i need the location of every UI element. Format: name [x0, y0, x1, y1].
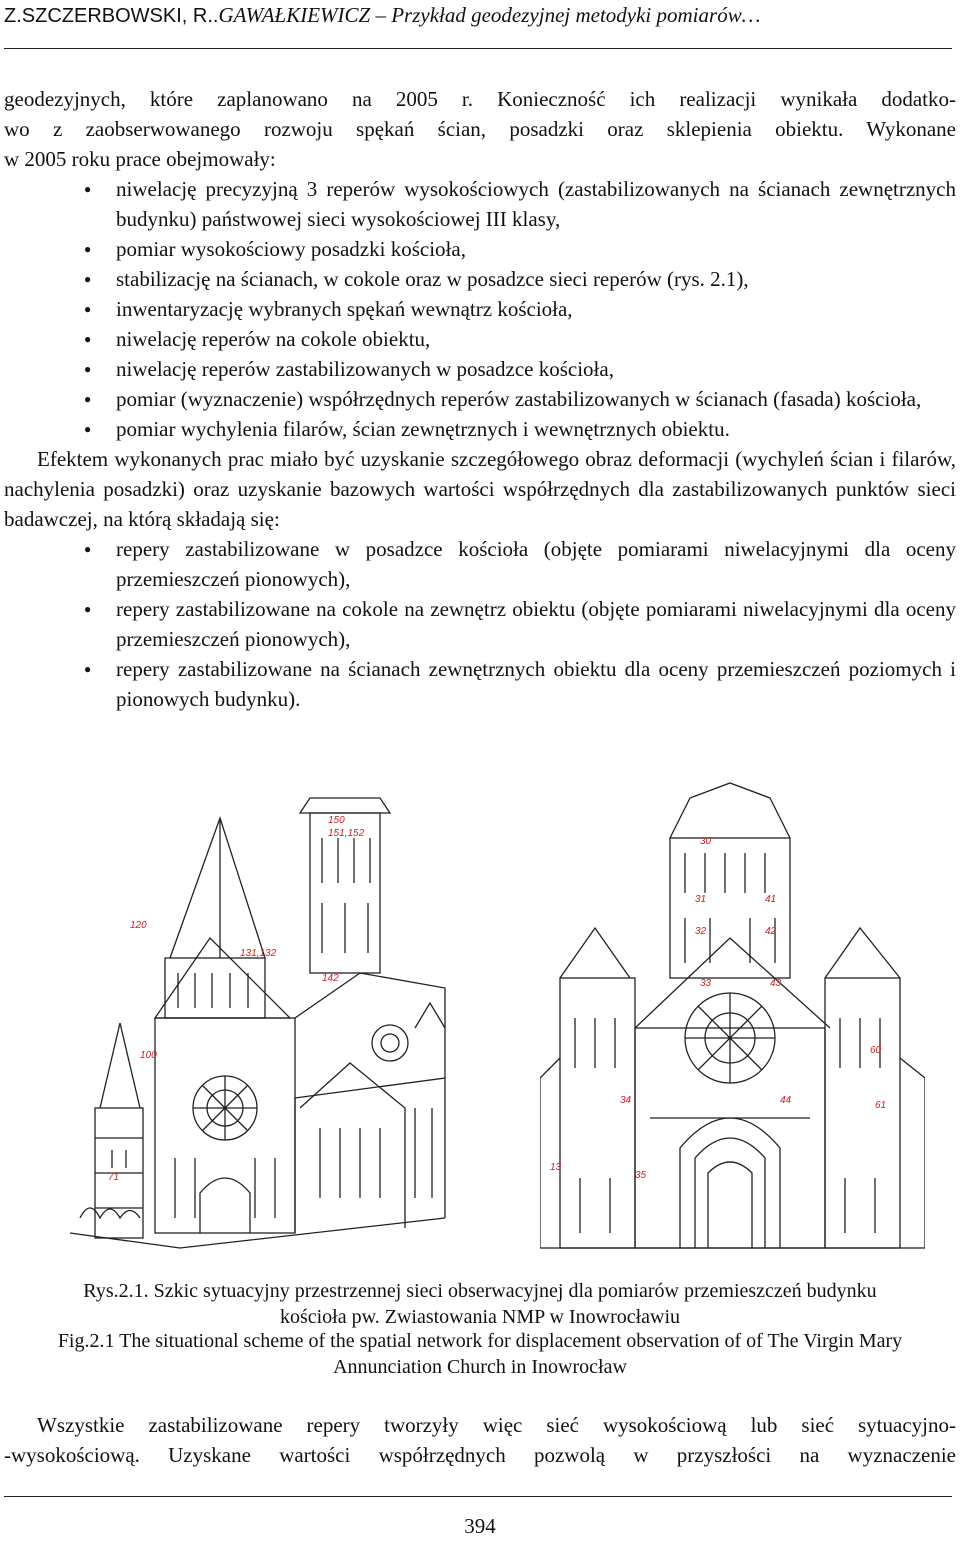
caption-line: Fig.2.1 The situational scheme of the spatial network for displacement observation of of The Virgin Mary	[57, 1330, 903, 1352]
header-authors: Z.SZCZERBOWSKI, R..	[4, 5, 219, 27]
page-number: 394	[464, 1514, 496, 1538]
point-label: 150	[328, 815, 345, 826]
point-label: 33	[700, 978, 712, 989]
running-header	[4, 2, 956, 29]
paragraph-line: -wysokościową. Uzyskane wartości współrzędnych pozwolą w przyszłości na wyznaczenie	[4, 1443, 956, 1467]
header-title: GAWAŁKIEWICZ – Przykład geodezyjnej metodyki pomiarów…	[218, 3, 761, 27]
paragraph-line: w 2005 roku prace obejmowały:	[4, 147, 276, 171]
closing-paragraph	[4, 1410, 956, 1470]
point-label: 120	[130, 920, 147, 931]
point-label: 42	[765, 926, 777, 937]
figure-caption-en	[4, 1328, 956, 1380]
point-label: 71	[108, 1172, 120, 1183]
point-label: 61	[875, 1100, 887, 1111]
list-item: ● repery zastabilizowane na ścianach zewnętrznych obiektu dla oceny przemieszczeń poziomych i pionowych budynku).	[116, 654, 956, 714]
footer-rule	[4, 1496, 952, 1497]
list-item: ● repery zastabilizowane na cokole na zewnętrz obiektu (objęte pomiarami niwelacyjnymi dla oceny przemieszczeń pionowych),	[116, 594, 956, 654]
list-item: ● pomiar wychylenia filarów, ścian zewnętrznych i wewnętrznych obiektu.	[116, 414, 956, 444]
list-item: ● niwelację reperów na cokole obiektu,	[116, 324, 956, 354]
church-facade-drawing	[540, 778, 925, 1263]
body-text	[4, 84, 956, 714]
paragraph-line: geodezyjnych, które zaplanowano na 2005 r. Konieczność ich realizacji wynikała dodatko-	[4, 87, 956, 111]
point-label: 44	[780, 1095, 792, 1106]
church-perspective-drawing	[60, 778, 450, 1263]
list-item: ● niwelację precyzyjną 3 reperów wysokościowych (zastabilizowanych na ścianach zewnętrznych budynku) państwowej sieci wysokościowej III klasy,	[116, 174, 956, 234]
church-figure	[60, 778, 925, 1263]
point-label: 35	[635, 1170, 647, 1181]
work-list	[4, 174, 956, 444]
point-label: 131,132	[240, 948, 277, 959]
point-label: 34	[620, 1095, 632, 1106]
point-label: 151,152	[328, 828, 365, 839]
header-rule	[4, 48, 952, 49]
list-item: ● stabilizację na ścianach, w cokole oraz w posadzce sieci reperów (rys. 2.1),	[116, 264, 956, 294]
point-label: 60	[870, 1045, 882, 1056]
paragraph-line: wo z zaobserwowanego rozwoju spękań ścian, posadzki oraz sklepienia obiektu. Wykonane	[4, 117, 956, 141]
caption-line: Rys.2.1. Szkic sytuacyjny przestrzennej sieci obserwacyjnej dla pomiarów przemieszczeń budynku	[83, 1280, 877, 1302]
caption-line: kościoła pw. Zwiastowania NMP w Inowrocławiu	[279, 1306, 681, 1328]
point-label: 31	[695, 894, 707, 905]
point-label: 32	[695, 926, 707, 937]
list-item: ● repery zastabilizowane w posadzce kościoła (objęte pomiarami niwelacyjnymi dla oceny przemieszczeń pionowych),	[116, 534, 956, 594]
list-item: ● pomiar (wyznaczenie) współrzędnych reperów zastabilizowanych w ścianach (fasada) kościoła,	[116, 384, 956, 414]
point-label: 100	[140, 1050, 157, 1061]
figure-caption-pl	[4, 1278, 956, 1330]
point-label: 43	[770, 978, 782, 989]
point-label: 41	[765, 894, 777, 905]
network-list	[4, 534, 956, 714]
paragraph: Efektem wykonanych prac miało być uzyskanie szczegółowego obraz deformacji (wychyleń ścian i filarów, nachylenia posadzki) oraz uzyskanie bazowych wartości współrzędnych dla zastabilizowanych punktów sieci badawczej, na którą składają się:	[4, 447, 956, 531]
list-item: ● inwentaryzację wybranych spękań wewnątrz kościoła,	[116, 294, 956, 324]
point-label: 30	[700, 836, 712, 847]
caption-line: Annunciation Church in Inowrocław	[333, 1356, 627, 1378]
list-item: ● niwelację reperów zastabilizowanych w posadzce kościoła,	[116, 354, 956, 384]
list-item: ● pomiar wysokościowy posadzki kościoła,	[116, 234, 956, 264]
paragraph-line: Wszystkie zastabilizowane repery tworzyły więc sieć wysokościową lub sieć sytuacyjno-	[37, 1413, 956, 1437]
point-label: 142	[322, 973, 339, 984]
point-label: 13	[550, 1162, 562, 1173]
